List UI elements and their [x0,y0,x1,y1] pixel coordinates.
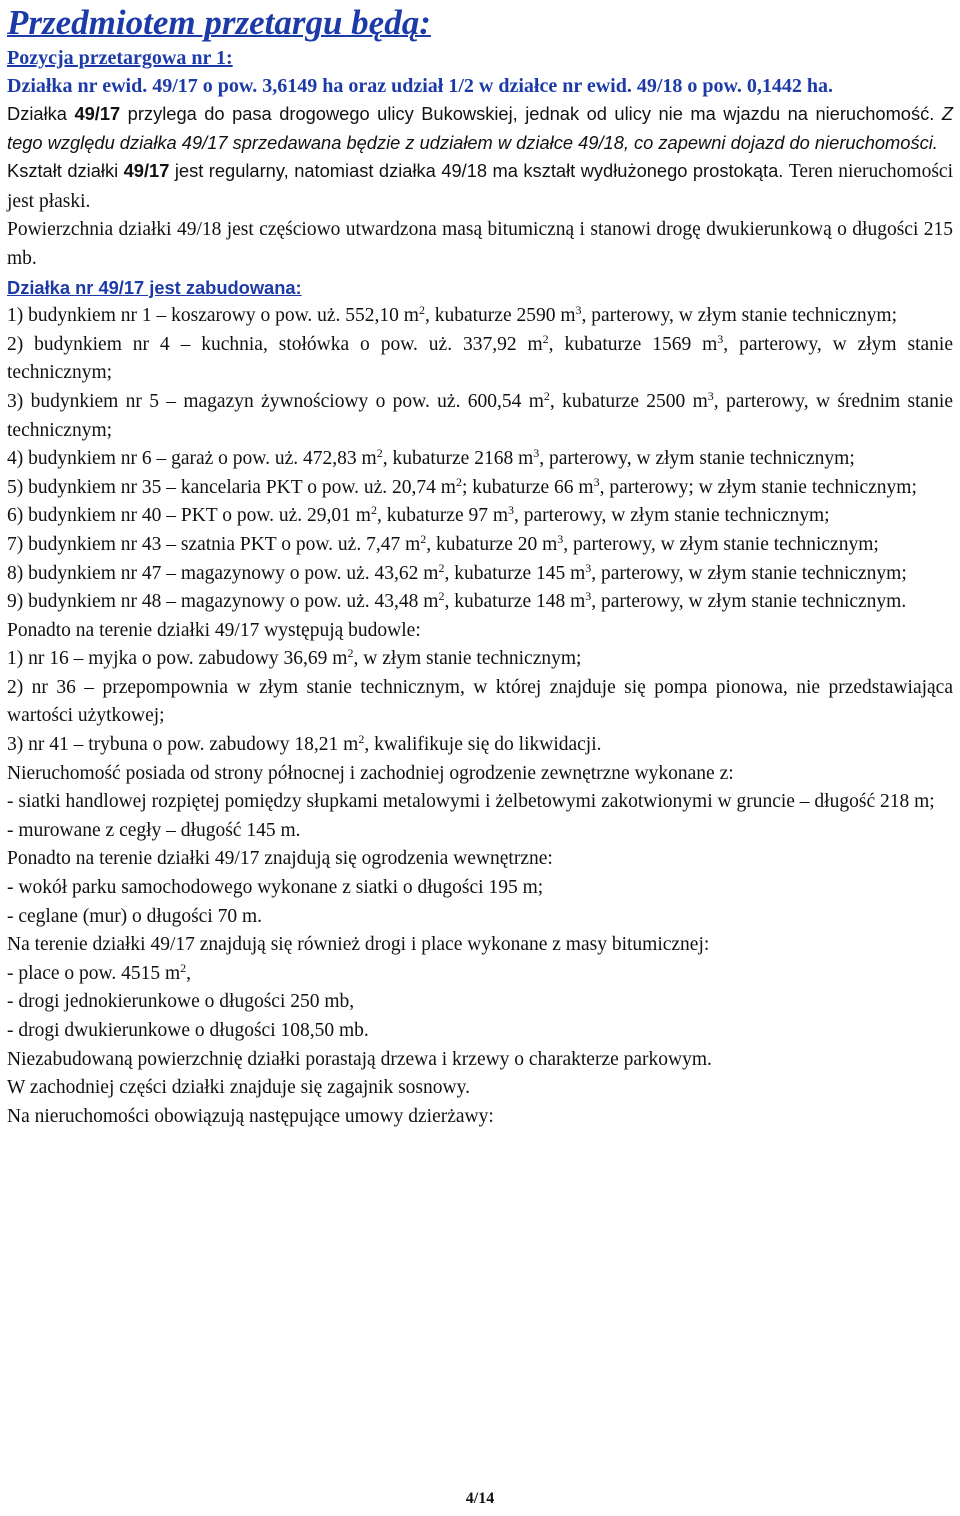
building-item: 8) budynkiem nr 47 – magazynowy o pow. uż. 43,62 $m^2$, kubaturze 145 $m^3$, parterowy, w złym stanie technicznym; [7,560,907,584]
closing-paragraph: Niezabudowaną powierzchnię działki porastają drzewa i krzewy o charakterze parkowym. [7,1048,712,1070]
intro-paragraph-2: Kształt działki 49/17 jest regularny, natomiast działka 49/18 ma kształt wydłużonego prostokąta. Teren nieruchomości jest płaski. [7,160,954,212]
fence-inner-item: - wokół parku samochodowego wykonane z siatki o długości 195 m; [7,877,544,899]
fence-outer-intro: Nieruchomość posiada od strony północnej i zachodniej ogrodzenie zewnętrzne wykonane z: [7,762,734,784]
roads-intro: Na terenie działki 49/17 znajdują się również drogi i place wykonane z masy bitumicznej: [7,934,710,956]
roads-item: - drogi dwukierunkowe o długości 108,50 mb. [7,1020,369,1041]
building-item: 5) budynkiem nr 35 – kancelaria PKT o pow. uż. 20,74 $m^2$; kubaturze 66 $m^3$, parterowy; w złym stanie technicznym; [7,474,917,498]
fence-inner-item: - ceglane (mur) o długości 70 m. [7,905,263,927]
building-item: 4) budynkiem nr 6 – garaż o pow. uż. 472,83 $m^2$, kubaturze 2168 $m^3$, parterowy, w złym stanie technicznym; [7,446,855,470]
structure-item: 1) nr 16 – myjka o pow. zabudowy 36,69 $m^2$, w złym stanie technicznym; [7,646,582,670]
position-label: Pozycja przetargowa nr 1: [7,47,233,69]
building-item: 3) budynkiem nr 5 – magazyn żywnościowy o pow. uż. 600,54 $m^2$, kubaturze 2500 $m^3$, parterowy, w średnim stanie technicznym; [7,388,954,441]
building-item: 2) budynkiem nr 4 – kuchnia, stołówka o pow. uż. 337,92 $m^2$, kubaturze 1569 $m^3$, parterowy, w złym stanie technicznym; [7,331,953,384]
page-title: Przedmiotem przetargu będą: [7,3,431,42]
building-item: 9) budynkiem nr 48 – magazynowy o pow. uż. 43,48 $m^2$, kubaturze 148 $m^3$, parterowy, w złym stanie technicznym. [7,589,907,613]
buildings-list [7,302,953,617]
building-item: 6) budynkiem nr 40 – PKT o pow. uż. 29,01 $m^2$, kubaturze 97 $m^3$, parterowy, w złym stanie technicznym; [7,503,830,527]
plot-heading: Działka nr ewid. 49/17 o pow. 3,6149 ha oraz udział 1/2 w działce nr ewid. 49/18 o pow. 0,1442 ha. [7,75,833,97]
structure-item: 2) nr 36 – przepompownia w złym stanie technicznym, w której znajduje się pompa pionowa, nie przedstawiająca wartości użytkowej; [7,676,953,727]
closing-paragraph: W zachodniej części działki znajduje się zagajnik sosnowy. [7,1077,470,1099]
fence-inner-intro: Ponadto na terenie działki 49/17 znajdują się ogrodzenia wewnętrzne: [7,848,553,870]
intro-paragraph-1: Działka 49/17 przylega do pasa drogowego ulicy Bukowskiej, jednak od ulicy nie ma wjazdu na nieruchomość. Z tego względu działka 49/17 sprzedawana będzie z udziałem w działce 49/18, co zapewni dojazd do nieruchomości. [7,103,953,153]
document-page [7,0,953,1131]
fence-outer-item: - murowane z cegły – długość 145 m. [7,819,301,841]
built-heading: Działka nr 49/17 jest zabudowana: [7,276,302,298]
fence-outer-item: - siatki handlowej rozpiętej pomiędzy słupkami metalowymi i żelbetowymi zakotwionymi w gruncie – długość 218 m; [7,791,935,813]
building-item: 1) budynkiem nr 1 – koszarowy o pow. uż. 552,10 $m^2$, kubaturze 2590 $m^3$, parterowy, w złym stanie technicznym; [7,303,898,327]
structures-intro: Ponadto na terenie działki 49/17 występują budowle: [7,619,421,641]
roads-item: - place o pow. 4515 $m^2$, [7,960,191,984]
intro-paragraph-3: Powierzchnia działki 49/18 jest częściowo utwardzona masą bitumiczną i stanowi drogę dwukierunkową o długości 215 mb. [7,219,953,269]
building-item: 7) budynkiem nr 43 – szatnia PKT o pow. uż. 7,47 $m^2$, kubaturze 20 $m^3$, parterowy, w złym stanie technicznym; [7,531,879,555]
structure-item: 3) nr 41 – trybuna o pow. zabudowy 18,21 $m^2$, kwalifikuje się do likwidacji. [7,732,602,756]
closing-paragraph: Na nieruchomości obowiązują następujące umowy dzierżawy: [7,1105,494,1127]
roads-item: - drogi jednokierunkowe o długości 250 mb, [7,991,355,1013]
page-number: 4/14 [465,1490,495,1507]
